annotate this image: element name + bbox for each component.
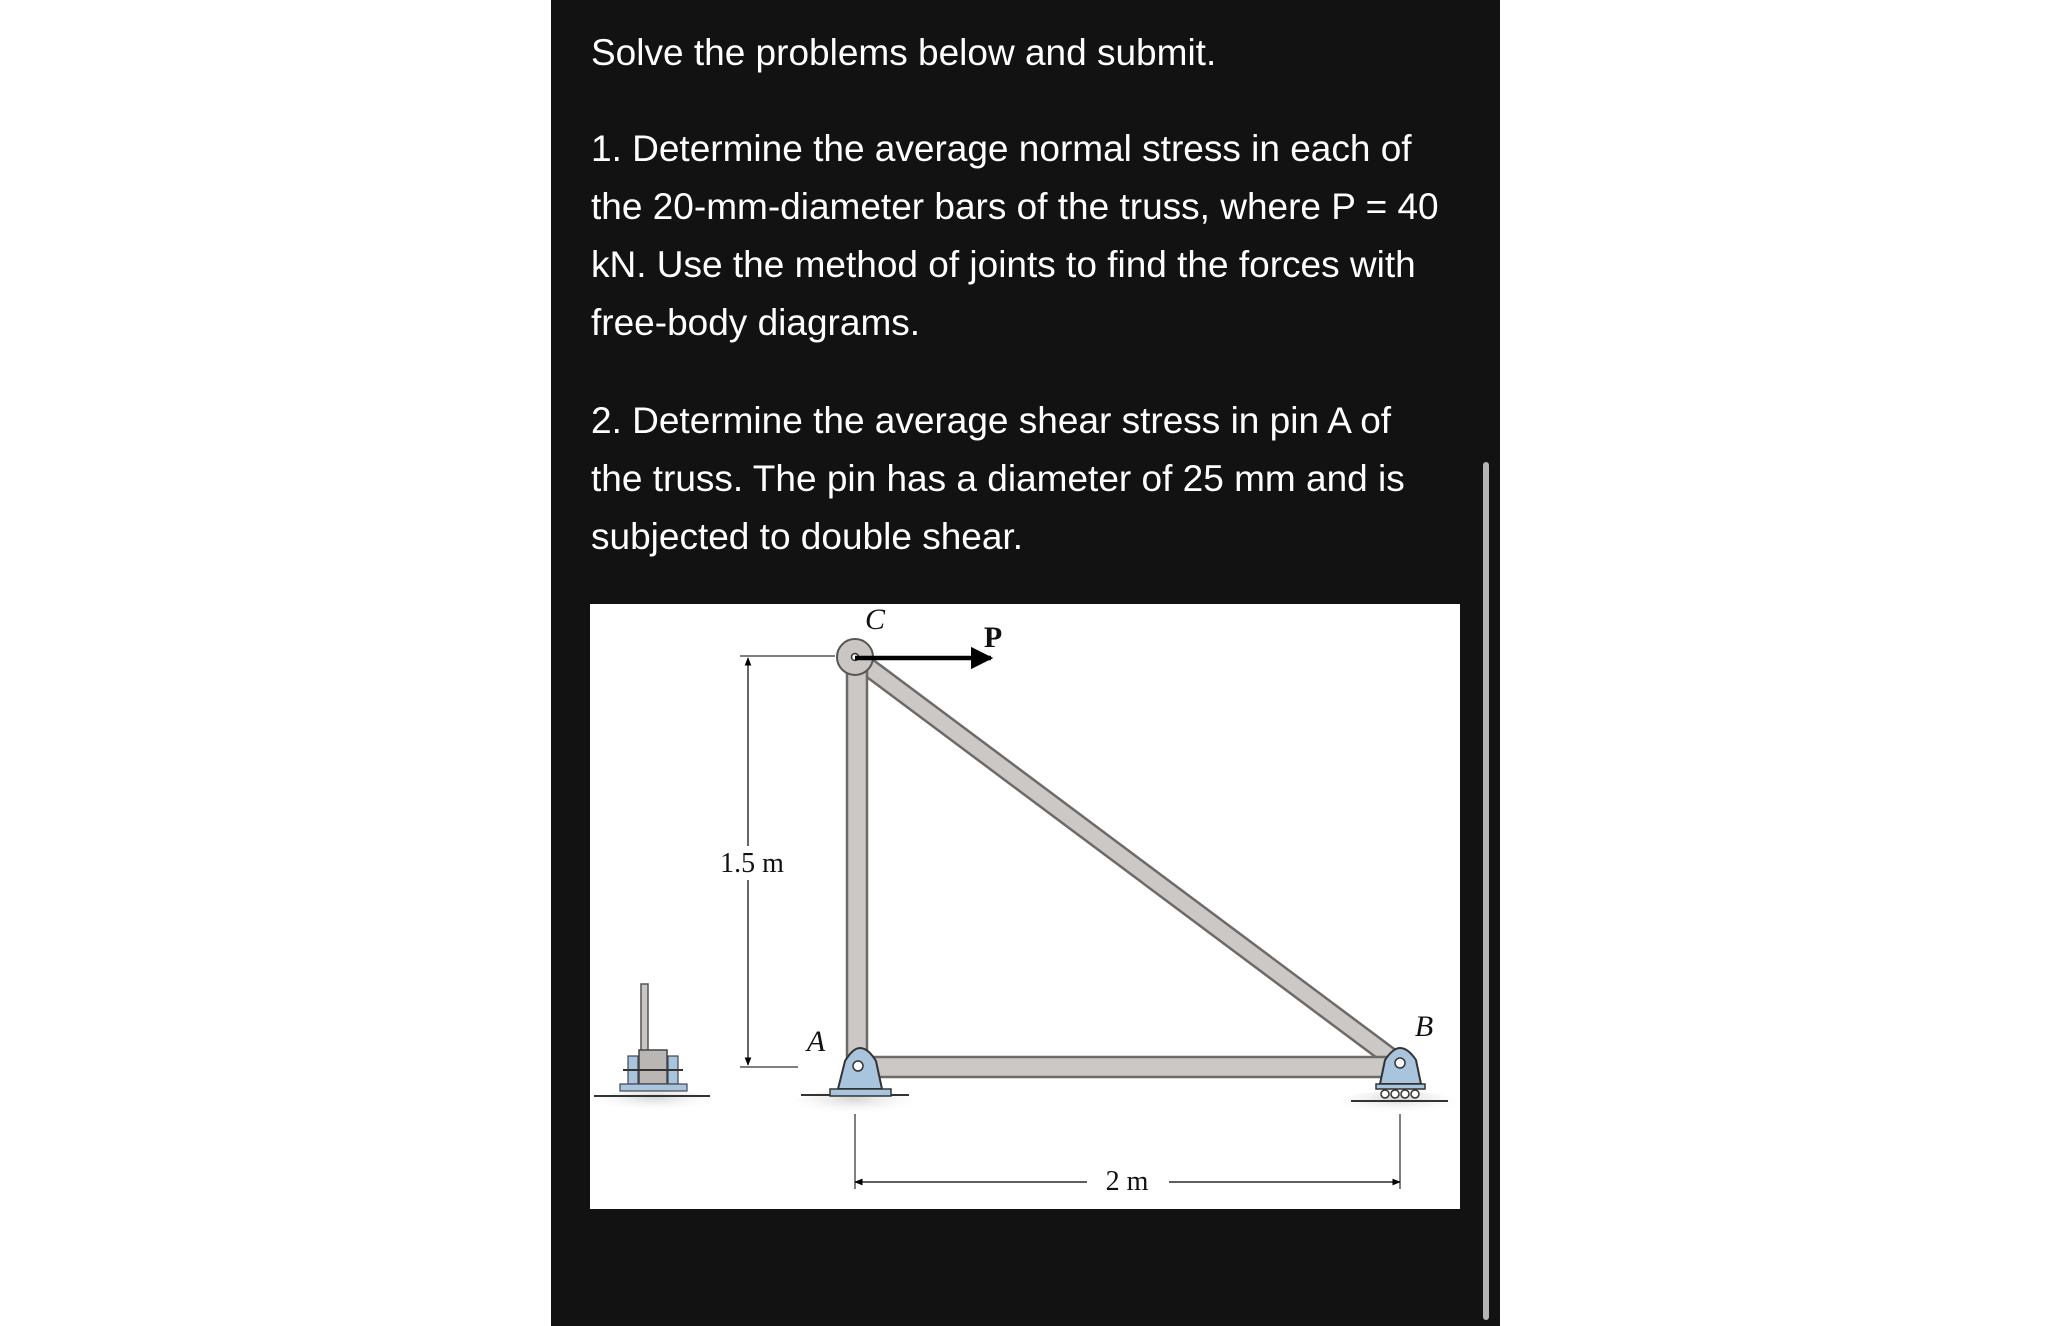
- truss-bars: [847, 652, 1404, 1077]
- width-dimension-label: 2 m: [1105, 1166, 1149, 1197]
- content-panel: [551, 0, 1500, 1326]
- scrollbar-thumb[interactable]: [1483, 462, 1489, 1320]
- truss-figure: [590, 604, 1460, 1209]
- label-c: C: [864, 604, 886, 636]
- height-dimension-label: 1.5 m: [720, 848, 784, 879]
- intro-text: Solve the problems below and submit.: [591, 32, 1217, 73]
- label-a: A: [806, 1025, 826, 1058]
- problem-1-text: 1. Determine the average normal stress in each of the 20-mm-diameter bars of the truss, where P = 40 kN. Use the method of joints to find the forces with free-body diagrams.: [591, 128, 1439, 343]
- label-p: P: [983, 621, 1003, 654]
- problem-2-text: 2. Determine the average shear stress in pin A of the truss. The pin has a diameter of 25 mm and is subjected to double shear.: [591, 400, 1405, 557]
- label-b: B: [1414, 1010, 1434, 1043]
- ground-left-support: [594, 1090, 714, 1114]
- side-view-pin-detail: [620, 984, 687, 1091]
